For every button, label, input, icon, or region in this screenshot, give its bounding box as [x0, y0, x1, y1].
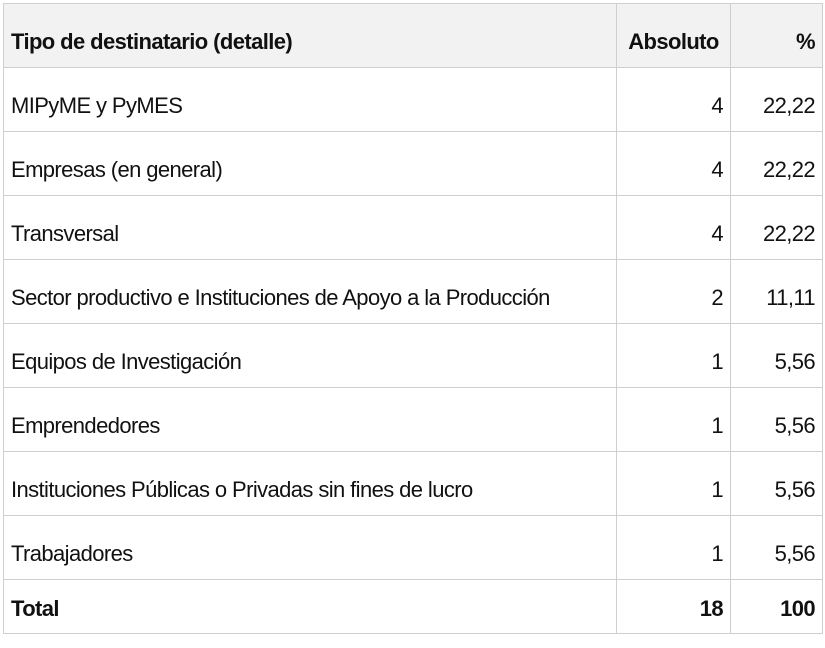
cell-type: MIPyME y PyMES	[4, 68, 617, 132]
table-row	[4, 68, 823, 132]
cell-percent: 22,22	[731, 196, 823, 260]
cell-type: Sector productivo e Instituciones de Apoyo a la Producción	[4, 260, 617, 324]
cell-absolute: 1	[617, 452, 731, 516]
cell-type: Transversal	[4, 196, 617, 260]
total-absolute: 18	[617, 580, 731, 634]
table-row	[4, 516, 823, 580]
cell-absolute: 4	[617, 196, 731, 260]
cell-percent: 5,56	[731, 516, 823, 580]
cell-percent: 5,56	[731, 324, 823, 388]
total-percent: 100	[731, 580, 823, 634]
table-row	[4, 324, 823, 388]
cell-type: Trabajadores	[4, 516, 617, 580]
cell-type: Empresas (en general)	[4, 132, 617, 196]
total-row	[4, 580, 823, 634]
table-row	[4, 452, 823, 516]
recipient-type-table	[3, 3, 823, 634]
cell-percent: 22,22	[731, 68, 823, 132]
cell-absolute: 4	[617, 68, 731, 132]
cell-percent: 5,56	[731, 452, 823, 516]
table-row	[4, 388, 823, 452]
table-row	[4, 260, 823, 324]
header-percent: %	[731, 4, 823, 68]
cell-absolute: 1	[617, 324, 731, 388]
header-absolute: Absoluto	[617, 4, 731, 68]
cell-type: Emprendedores	[4, 388, 617, 452]
cell-absolute: 1	[617, 516, 731, 580]
cell-absolute: 1	[617, 388, 731, 452]
cell-absolute: 2	[617, 260, 731, 324]
cell-type: Equipos de Investigación	[4, 324, 617, 388]
table-row	[4, 132, 823, 196]
cell-percent: 11,11	[731, 260, 823, 324]
cell-percent: 22,22	[731, 132, 823, 196]
cell-percent: 5,56	[731, 388, 823, 452]
table-header-row	[4, 4, 823, 68]
header-type: Tipo de destinatario (detalle)	[4, 4, 617, 68]
cell-type: Instituciones Públicas o Privadas sin fines de lucro	[4, 452, 617, 516]
table-row	[4, 196, 823, 260]
cell-absolute: 4	[617, 132, 731, 196]
total-label: Total	[4, 580, 617, 634]
